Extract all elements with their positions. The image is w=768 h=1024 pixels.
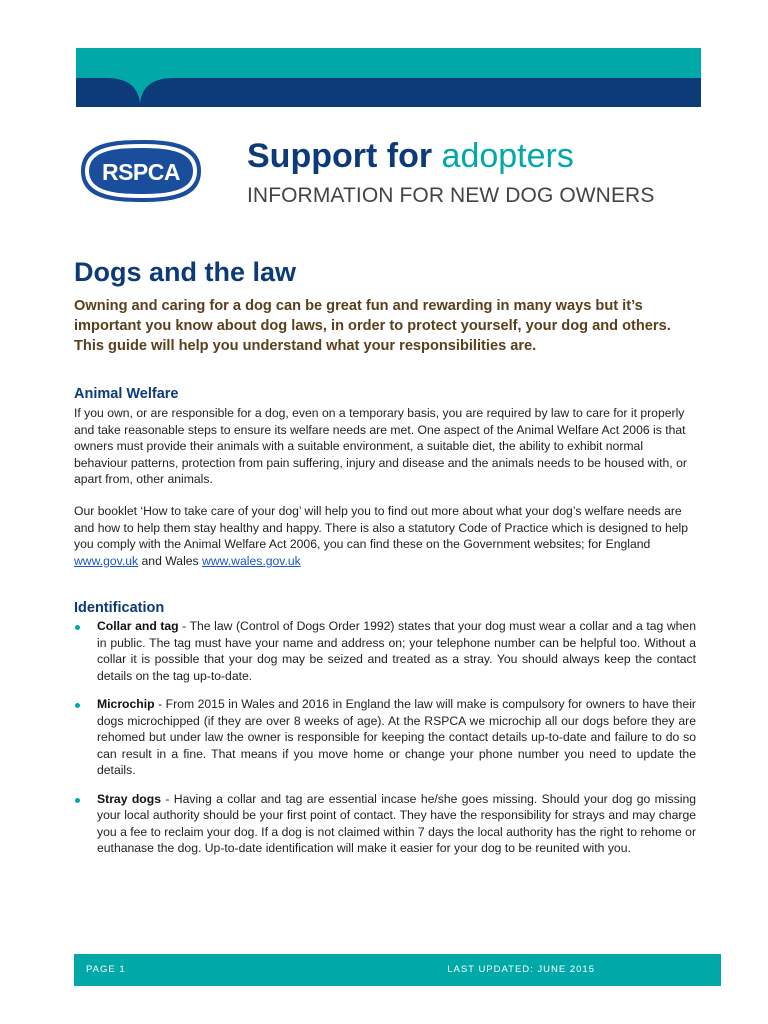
header-band-wave-icon — [76, 48, 701, 107]
section-heading: Dogs and the law — [74, 257, 297, 287]
rspca-logo-text: RSPCA — [101, 159, 181, 185]
title-bold: Support for — [247, 137, 433, 175]
list-item-term: Microchip — [97, 697, 155, 711]
page-footer — [74, 954, 721, 986]
animal-welfare-paragraph-2-text: Our booklet ‘How to take care of your dog’ will help you to find out more about what your dog’s welfare needs are and how to help them stay healthy and happy. There is also a statutory Code of Practice which is designed to help you comply with the Animal Welfare Act 2006, you can find these on the Government websites; for England — [74, 504, 689, 551]
list-item — [74, 696, 696, 779]
bullet-dot-icon — [75, 625, 80, 630]
last-updated: LAST UPDATED: JUNE 2015 — [447, 964, 595, 975]
identification-list — [74, 618, 696, 869]
page-title — [247, 136, 574, 176]
list-item-text: - Having a collar and tag are essential incase he/she goes missing. Should your dog go missing your local authority should be your first point of contact. They have the responsibility for strays and may charge you a fee to reclaim your dog. If a dog is not claimed within 7 days the local authority has the right to rehome or euthanase the dog. Up-to-date identification will make it easier for your dog to be reunited with you. — [97, 791, 696, 855]
bullet-dot-icon — [75, 798, 80, 803]
link-gov-uk[interactable]: www.gov.uk — [74, 553, 139, 568]
list-item-text: - From 2015 in Wales and 2016 in England the law will make is compulsory for owners to have their dogs microchipped (if they are over 8 weeks of age). At the RSPCA we microchip all our dogs before they are rehomed but under law the owner is responsible for keeping the contact details up-to-date and failure to do so can result in a fine. That means if you move home or change your phone number you need to update the details. — [97, 697, 696, 777]
bullet-dot-icon — [75, 703, 80, 708]
animal-welfare-paragraph-1: If you own, or are responsible for a dog, even on a temporary basis, you are required by law to care for it properly and take reasonable steps to ensure its welfare needs are met. One aspect of the Animal Welfare Act 2006 is that owners must provide their animals with a suitable environment, a suitable diet, the ability to exhibit normal behaviour patterns, protection from pain suffering, injury and disease and the animals needs to be housed with, or apart from, other animals. — [74, 406, 687, 486]
rspca-logo — [80, 139, 202, 203]
page-subtitle: INFORMATION FOR NEW DOG OWNERS — [247, 184, 655, 207]
list-item-term: Collar and tag — [97, 619, 179, 633]
list-item-text: - The law (Control of Dogs Order 1992) states that your dog must wear a collar and a tag when in public. The tag must have your name and address on; your telephone number can be helpful too. Without a collar it is possible that your dog may be seized and treated as a stray. You should always keep the contact details on the tag up-to-date. — [97, 619, 696, 683]
animal-welfare-paragraph-2 — [74, 503, 694, 569]
header-band — [76, 48, 701, 107]
title-accent: adopters — [441, 137, 574, 175]
list-item — [74, 618, 696, 684]
list-item-term: Stray dogs — [97, 791, 161, 806]
and-wales-text: and Wales — [141, 553, 199, 568]
link-wales-gov-uk[interactable]: www.wales.gov.uk — [202, 553, 301, 568]
page-number: PAGE 1 — [86, 964, 126, 975]
identification-heading: Identification — [74, 600, 165, 616]
intro-paragraph: Owning and caring for a dog can be great fun and rewarding in many ways but it’s important you know about dog laws, in order to protect yourself, your dog and others. This guide will help you understand what your responsibilities are. — [74, 298, 671, 354]
animal-welfare-heading: Animal Welfare — [74, 386, 179, 402]
list-item — [74, 791, 696, 857]
